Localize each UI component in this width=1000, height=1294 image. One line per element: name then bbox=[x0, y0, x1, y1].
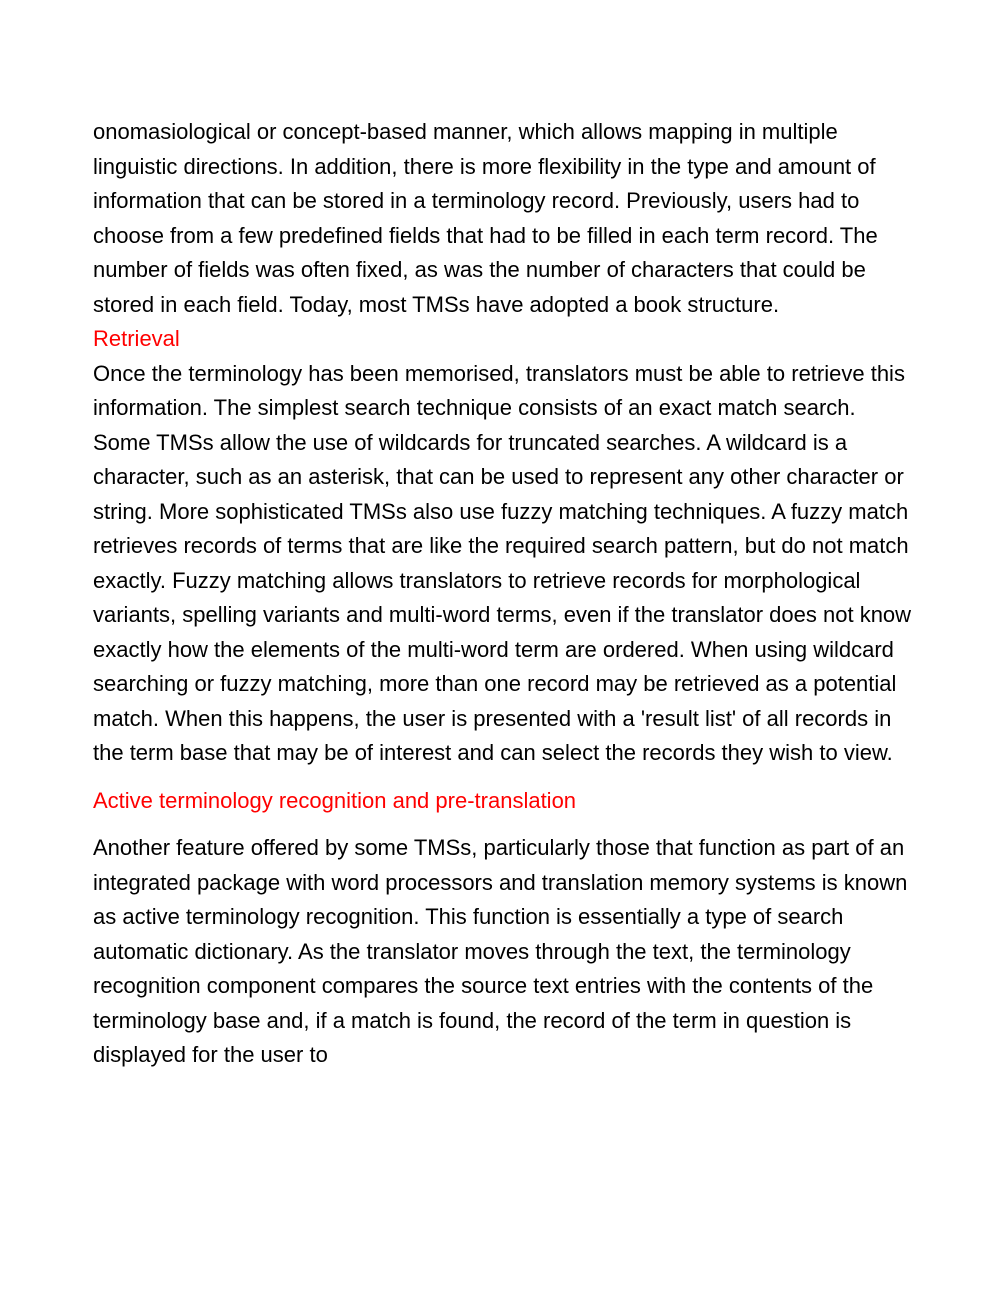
heading-active-terminology-recognition: Active terminology recognition and pre-translation bbox=[93, 787, 577, 813]
paragraph-active-terminology-recognition: Another feature offered by some TMSs, particularly those that function as part of an integrated package with word processors and translation memory systems is known as active terminology recognition. This function is essentially a type of search automatic dictionary. As the translator moves through the text, the terminology recognition component compares the source text entries with the contents of the terminology base and, if a match is found, the record of the term in question is displayed for the user to bbox=[93, 835, 908, 1067]
paragraph-term-record-structure: onomasiological or concept-based manner, which allows mapping in multiple linguistic directions. In addition, there is more flexibility in the type and amount of information that can be stored in a terminology record. Previously, users had to choose from a few predefined fields that had to be filled in each term record. The number of fields was often fixed, as was the number of characters that could be stored in each field. Today, most TMSs have adopted a book structure. bbox=[93, 119, 878, 317]
paragraph-retrieval: Once the terminology has been memorised, translators must be able to retrieve this information. The simplest search technique consists of an exact match search. Some TMSs allow the use of wildcards for truncated searches. A wildcard is a character, such as an asterisk, that can be used to represent any other character or string. More sophisticated TMSs also use fuzzy matching techniques. A fuzzy match retrieves records of terms that are like the required search pattern, but do not match exactly. Fuzzy matching allows translators to retrieve records for morphological variants, spelling variants and multi-word terms, even if the translator does not know exactly how the elements of the multi-word term are ordered. When using wildcard searching or fuzzy matching, more than one record may be retrieved as a potential match. When this happens, the user is presented with a 'result list' of all records in the term base that may be of interest and can select the records they wish to view. bbox=[93, 360, 912, 765]
document-page bbox=[93, 115, 913, 1073]
heading-retrieval: Retrieval bbox=[93, 326, 180, 351]
